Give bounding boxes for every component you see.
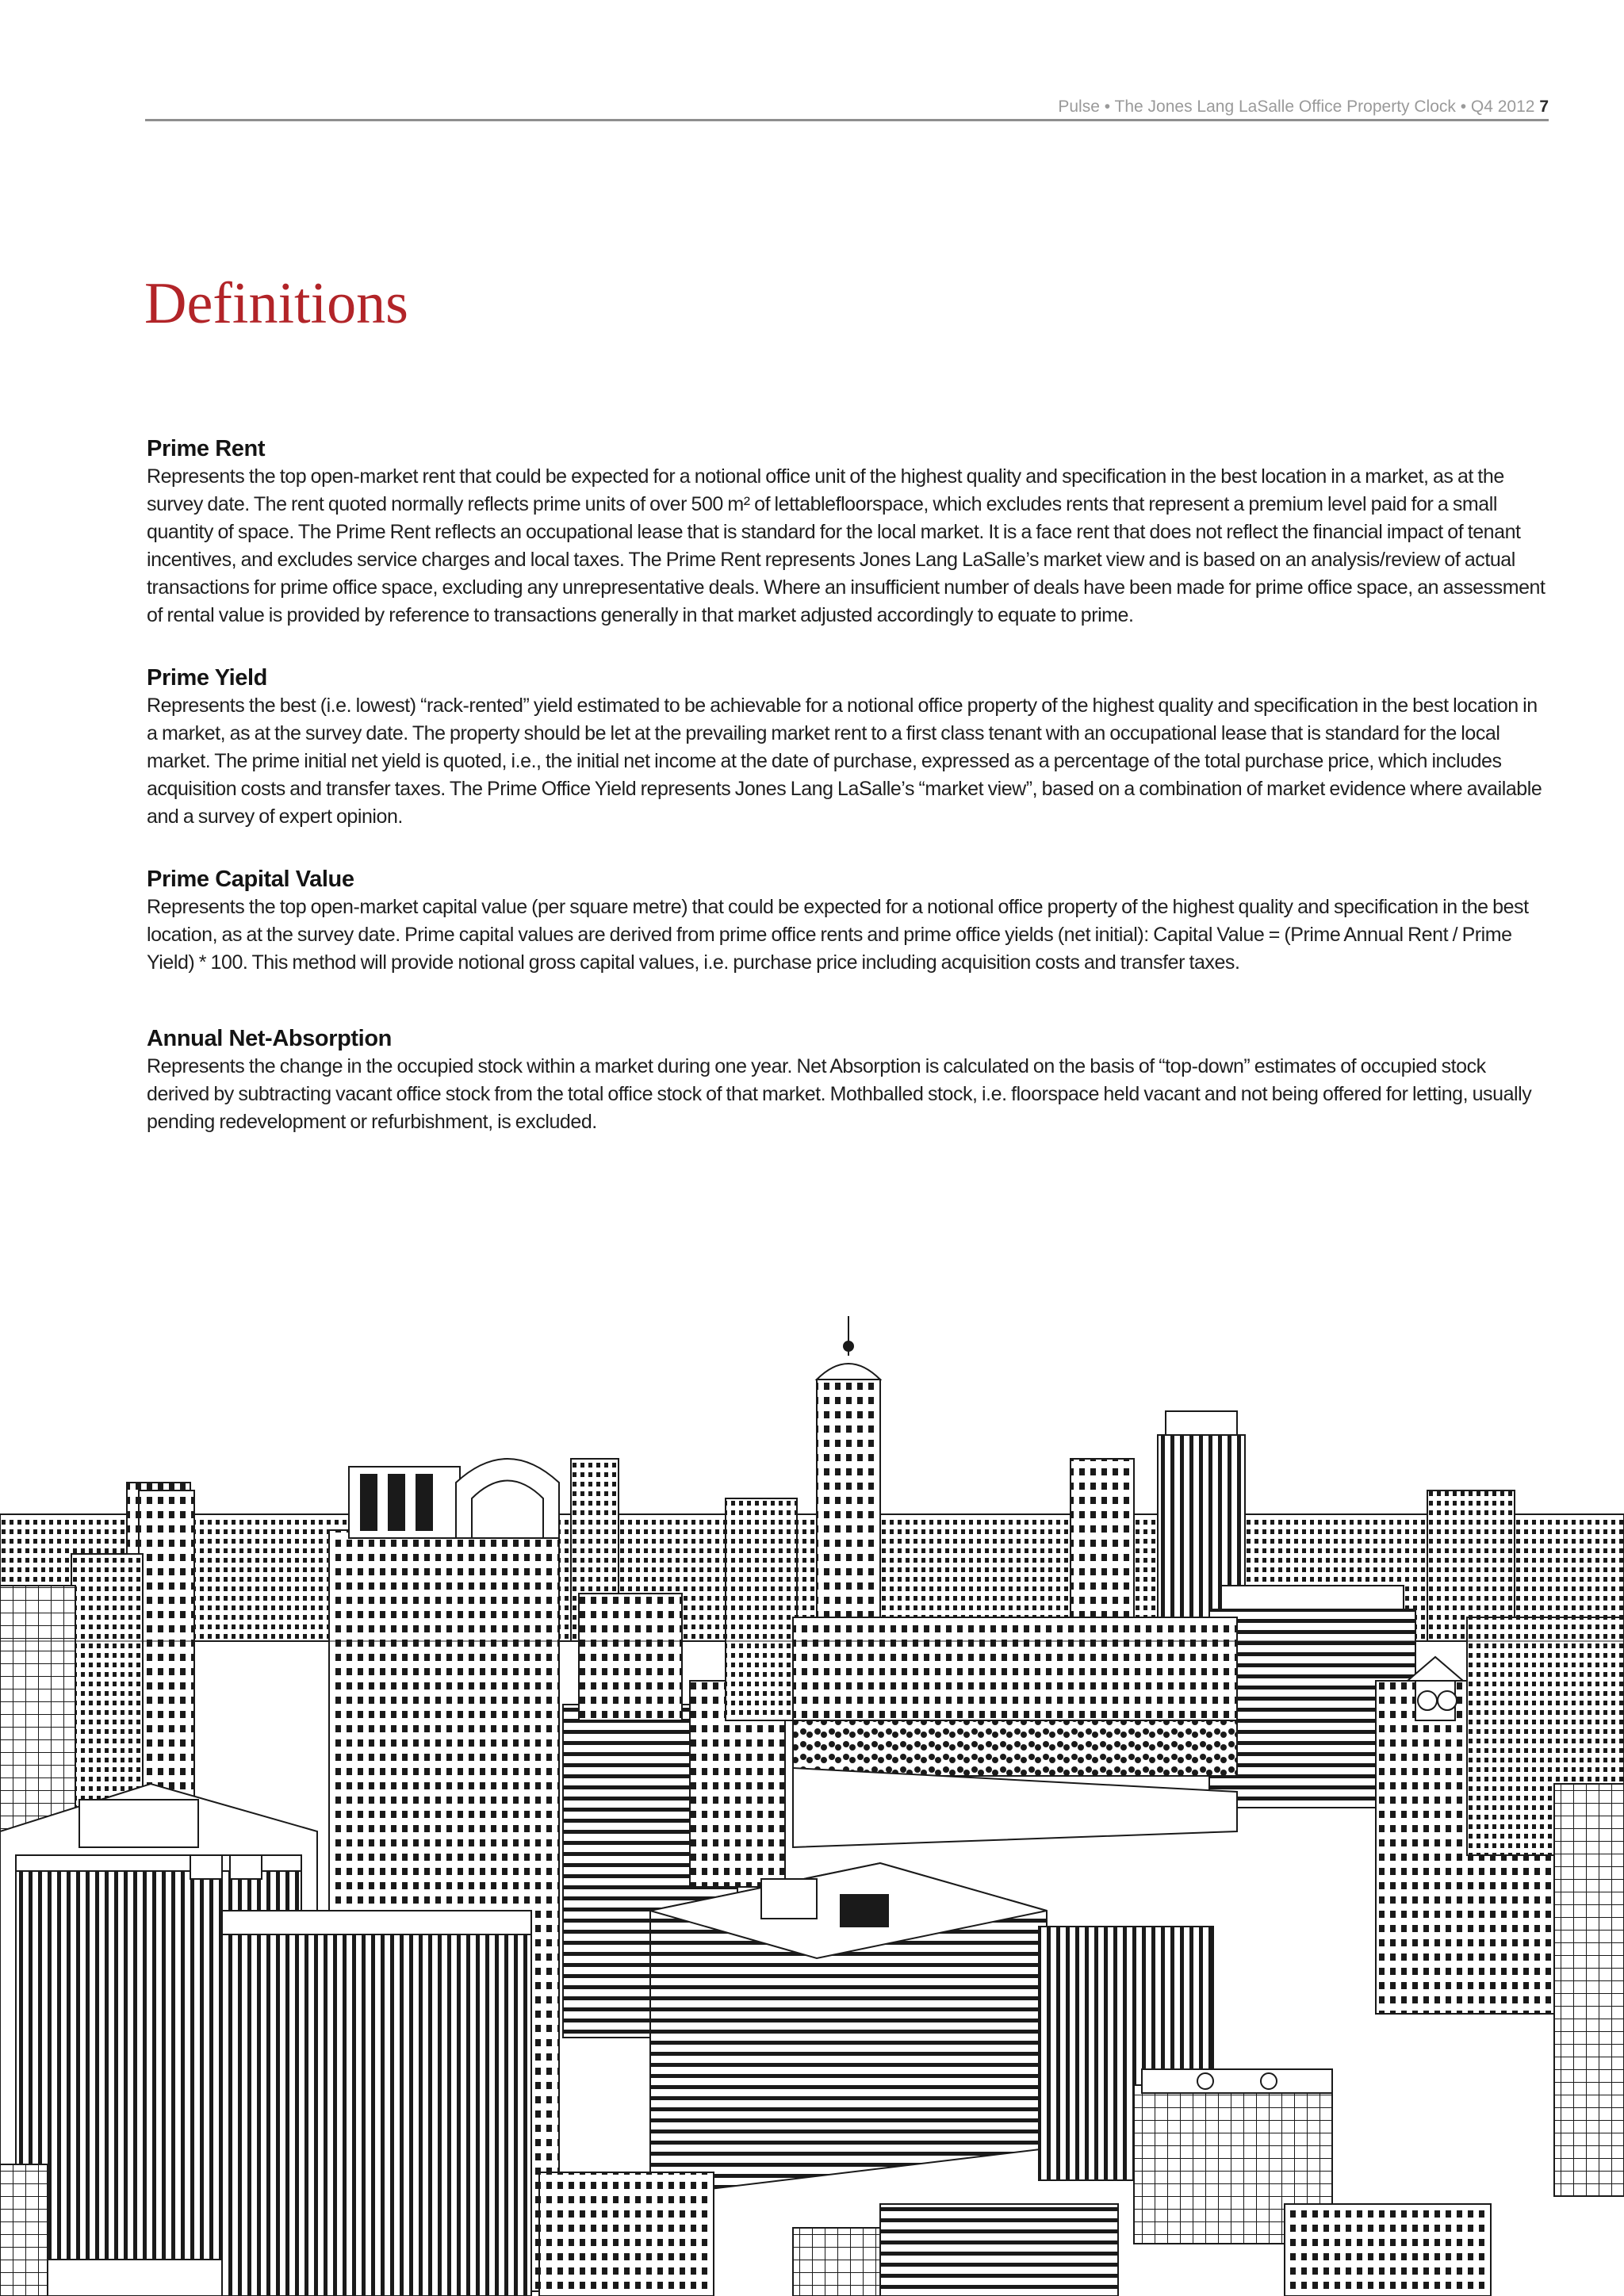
city-skyline-illustration — [0, 1308, 1624, 2296]
definition-term: Prime Capital Value — [147, 867, 354, 892]
page-title: Definitions — [144, 271, 408, 336]
city-skyline-drawing — [0, 1308, 1624, 2296]
definition-annual-net-absorption — [147, 1024, 1550, 1136]
definition-term: Annual Net-Absorption — [147, 1026, 392, 1051]
definition-term: Prime Yield — [147, 665, 267, 691]
definition-prime-rent — [147, 434, 1550, 629]
definition-prime-capital-value — [147, 865, 1550, 977]
definition-text: Represents the top open-market capital value (per square metre) that could be expected for a notional office property of the highest quality and specification in the best location, as at the survey date. Prime capital values are derived from prime office rents and prime office yields (net initial): Capital Value = (Prime Annual Rent / Prime Yield) * 100. This method will provide notional gross capital values, i.e. purchase price including acquisition costs and transfer taxes. — [147, 896, 1529, 974]
definition-text: Represents the change in the occupied stock within a market during one year. Net Absorption is calculated on the basis of “top-down” estimates of occupied stock derived by subtracting vacant office stock from the total office stock of that market. Mothballed stock, i.e. floorspace held vacant and not being offered for letting, usually pending redevelopment or refurbishment, is excluded. — [147, 1055, 1532, 1133]
definition-text: Represents the top open-market rent that could be expected for a notional office unit of the highest quality and specification in the best location in a market, as at the survey date. The rent quoted normally reflects prime units of over 500 m² of lettablefloorspace, which excludes rents that represent a premium level paid for a small quantity of space. The Prime Rent reflects an occupational lease that is standard for the local market. It is a face rent that does not reflect the financial impact of tenant incentives, and excludes service charges and local taxes. The Prime Rent represents Jones Lang LaSalle’s market view and is based on an analysis/review of actual transactions for prime office space, excluding any unrepresentative deals. Where an insufficient number of deals have been made for prime office space, an assessment of rental value is provided by reference to transactions generally in that market adjusted accordingly to equate to prime. — [147, 465, 1545, 626]
definitions-list — [147, 434, 1550, 1136]
running-header — [145, 94, 1549, 121]
page-number: 7 — [1539, 98, 1549, 116]
running-title: Pulse • The Jones Lang LaSalle Office Property Clock • Q4 2012 — [1058, 98, 1535, 116]
definition-term: Prime Rent — [147, 436, 266, 461]
definition-prime-yield — [147, 664, 1550, 831]
definition-text: Represents the best (i.e. lowest) “rack-rented” yield estimated to be achievable for a notional office property of the highest quality and specification in the best location in a market, as at the survey date. The property should be let at the prevailing market rent to a first class tenant with an occupational lease that is standard for the local market. The prime initial net yield is quoted, i.e., the initial net income at the date of purchase, expressed as a percentage of the total purchase price, which includes acquisition costs and transfer taxes. The Prime Office Yield represents Jones Lang LaSalle’s “market view”, based on a combination of market evidence where available and a survey of expert opinion. — [147, 695, 1542, 828]
